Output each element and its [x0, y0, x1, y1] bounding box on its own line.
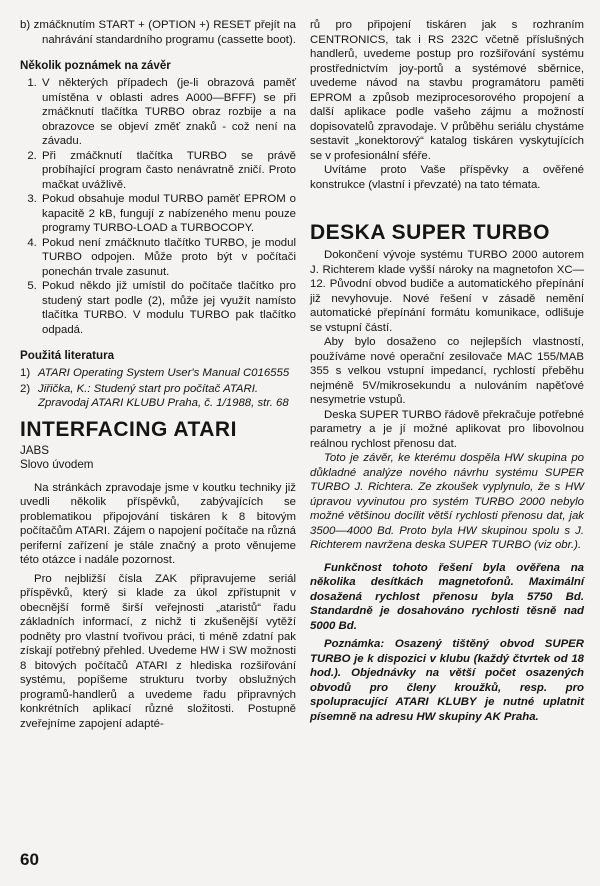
reference-number: 2) [20, 382, 31, 395]
analysis-paragraph: Toto je závěr, ke kterému dospěla HW skupina po důkladné analýze nového návrhu systému SUPER TURBO J. Richtera. Ze zkoušek vyplynulo, že s HW úpravou vyvinutou pro systém TURBO 2000 nebylo možné většinou docílit větší rychlosti přenosu dat, jak 3500—4000 Bd. Proto byla HW skupinou spolu s J. Richterem navržena deska SUPER TURBO (viz obr.). [310, 452, 584, 551]
notes-list [20, 76, 296, 337]
interfacing-title: INTERFACING ATARI [20, 417, 237, 441]
note-item: 1. V některých případech (je-li obrazová paměť umístěna v oblasti adres A000—BFFF) se při zmáčknutí tlačítka TURBO obraz rozbije a na obrazovce se objeví změť znaků - což není na závadu. [40, 76, 296, 149]
literature-heading: Použitá literatura [20, 349, 115, 362]
closing-paragraph: Uvítáme proto Vaše příspěvky a ověřené konstrukce (vlastní i převzaté) na tato témata. [310, 164, 584, 191]
note-item: 2. Při zmáčknutí tlačítka TURBO se právě probíhající program často nenávratně zničí. Proto mačkat uvážlivě. [40, 149, 296, 193]
left-column [20, 18, 296, 731]
reference-item [20, 366, 296, 381]
article-subtitle: Slovo úvodem [20, 458, 94, 471]
reference-list [20, 366, 296, 411]
intro-paragraph: Na stránkách zpravodaje jsme v koutku techniky již uvedli několik příspěvků, zabývajících se problematikou připojování tiskáren k 8 bitovým počítačům ATARI. Zájem o napojení počítače na různá periferní zařízení je stále značný a proto věnujeme této otázce i nadále pozornost. [20, 481, 296, 566]
body-paragraph: Deska SUPER TURBO řádově překračuje potřebné parametry a je jí možné aplikovat pro libovolnou reálnou rychlost přenosu dat. [310, 408, 584, 450]
article-author: JABS [20, 443, 49, 457]
reference-item [20, 382, 296, 411]
notes-heading: Několik poznámek na závěr [20, 59, 171, 72]
note-item: 4. Pokud není zmáčknuto tlačítko TURBO, je modul TURBO odpojen. Může proto být v počítači ponechán trvale zasunut. [40, 236, 296, 280]
body-paragraph: Aby bylo dosaženo co nejlepších vlastností, používáme nové operační zesilovače MAC 155/MAB 355 s velkou vstupní impedancí, rychlostí přeběhu nejméně 5V/mikrosekundu a nulováním napěťové nesymetrie vstupů. [310, 336, 584, 406]
result-paragraph: Funkčnost tohoto řešení byla ověřena na několika desítkách magnetofonů. Maximální dosažená rychlost přenosu byla 5750 Bd. Standardně je dosahováno rychlosti těsně nad 5000 Bd. [310, 561, 584, 632]
note-item: 3. Pokud obsahuje modul TURBO paměť EPROM o kapacitě 2 kB, fungují z nabízeného menu pouze programy TURBO-LOAD a TURBOCOPY. [40, 192, 296, 236]
note-paragraph: Poznámka: Osazený tištěný obvod SUPER TURBO je k dispozici v klubu (každý čtvrtek od 18 hod.). Objednávky na větší počet osazených obvodů pro členy kroužků, resp. pro spolupracující ATARI KLUBY je nutné uplatnit písemně na adresu HW skupiny AK Praha. [310, 638, 584, 723]
right-column [310, 18, 584, 724]
reference-text: Jiřička, K.: Studený start pro počítač ATARI. Zpravodaj ATARI KLUBU Praha, č. 1/1988, str. 68 [38, 382, 289, 409]
body-paragraph: Dokončení vývoje systému TURBO 2000 autorem J. Richterem klade vyšší nároky na magnetofon XC—12. Původní obvod budiče a automatického přepínání již nevyhovuje. Nové řešení v zásadě nemění automatické přepínání formátu komunikace, odlišuje se vstupní částí. [310, 249, 584, 334]
boot-note: b) zmáčknutím START + (OPTION +) RESET přejít na nahrávání standardního programu (cassette boot). [20, 19, 296, 46]
series-paragraph: Pro nejbližší čísla ZAK připravujeme seriál příspěvků, který si klade za úkol zpřístupnit v obecnější formě širší veřejnosti „ataristů“ řadu základních informací, z nichž ti zkušenější vytěží podněty pro vlastní tvořivou práci, ti méně zdatní pak získají potřebný přehled. Uvedeme HW i SW možnosti 8 bitových počítačů ATARI z hlediska rozšiřování systému, popíšeme strukturu tvorby obslužných programů-handlerů a uvedeme řadu připravných konkrétních aplikací různé složitosti. Postupně zveřejníme zapojení adapté- [20, 572, 296, 730]
reference-number: 1) [20, 367, 31, 379]
reference-text: ATARI Operating System User's Manual C016555 [38, 367, 290, 379]
super-turbo-title: DESKA SUPER TURBO [310, 221, 550, 244]
note-item: 5. Pokud někdo již umístil do počítače tlačítko pro studený start podle (2), může jej využít namísto tlačítka TURBO. V modulu TURBO pak tlačítko odpadá. [40, 279, 296, 337]
page-number: 60 [20, 850, 39, 869]
continuation-paragraph: rů pro připojení tiskáren jak s rozhraním CENTRONICS, tak i RS 232C včetně příslušných handlerů, uvedeme postup pro rozšiřování systému prostřednictvím joy-portů a systémové sběrnice, uvedeme návod na stavbu programátoru paměti EPROM a způsob meziprocesorového propojení a další aplikace podle vašeho zájmu a možností dopisovatelů zpravodaje. V průběhu seriálu chystáme sestavit „konektorový“ katalog tiskáren vyskytujících se v profesionální sféře. [310, 19, 584, 162]
